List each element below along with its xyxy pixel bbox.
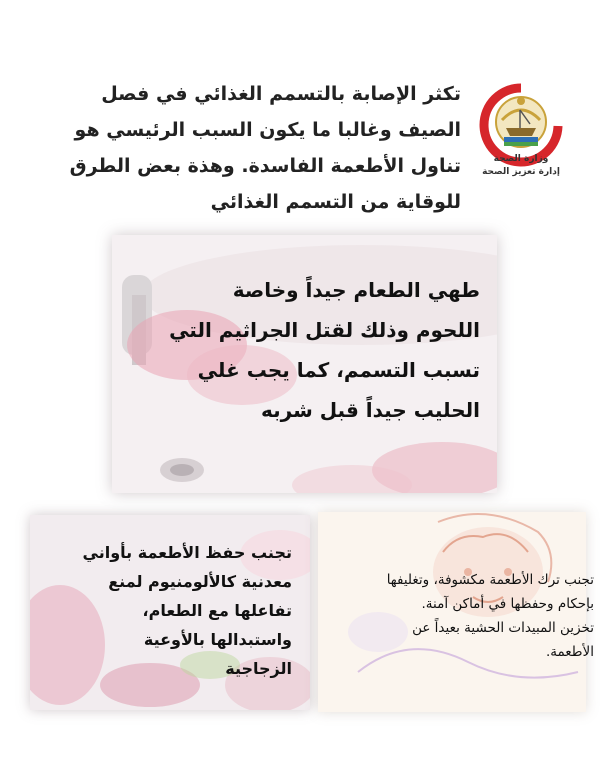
advice-line: الأطعمة. bbox=[545, 644, 594, 660]
advice-line: الزجاجية bbox=[225, 659, 292, 678]
advice-line: بإحكام وحفظها في أماكن آمنة. bbox=[421, 596, 594, 612]
intro-paragraph bbox=[36, 76, 461, 220]
advice-line: الحليب جيداً قبل شربه bbox=[260, 398, 480, 422]
intro-line: الصيف وغالبا ما يكون السبب الرئيسي هو bbox=[74, 119, 461, 141]
advice-line: معدنية كالألومنيوم لمنع bbox=[108, 572, 292, 591]
ministry-name: وزارة الصحة bbox=[493, 154, 549, 164]
advice-line: تفاعلها مع الطعام، bbox=[142, 601, 292, 620]
advice-line: تجنب حفظ الأطعمة بأواني bbox=[82, 543, 292, 562]
advice-line: تجنب ترك الأطعمة مكشوفة، وتغليفها bbox=[386, 572, 594, 588]
advice-line: واستبدالها بالأوعية bbox=[143, 630, 292, 649]
intro-line: تكثر الإصابة بالتسمم الغذائي في فصل bbox=[101, 83, 461, 105]
advice-line: تخزين المبيدات الحشية بعيداً عن bbox=[412, 620, 594, 636]
advice-line: تسبب التسمم، كما يجب غلي bbox=[197, 358, 480, 382]
department-name: إدارة تعزيز الصحة bbox=[482, 167, 560, 177]
intro-line: تناول الأطعمة الفاسدة. وهذة بعض الطرق bbox=[69, 155, 461, 177]
container-advice-text bbox=[52, 538, 292, 683]
intro-line: للوقاية من التسمم الغذائي bbox=[210, 191, 461, 213]
cooking-advice-text bbox=[140, 270, 480, 430]
food-covering-advice-text bbox=[316, 568, 594, 664]
advice-line: اللحوم وذلك لقتل الجراثيم التي bbox=[169, 318, 480, 342]
advice-line: طهي الطعام جيداً وخاصة bbox=[232, 278, 480, 302]
